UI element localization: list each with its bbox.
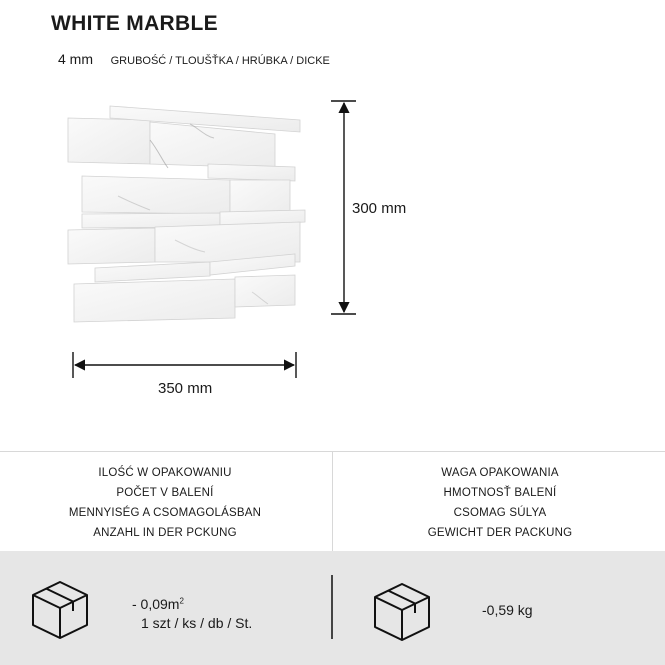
height-dimension-label: 300 mm: [352, 200, 407, 217]
thickness-value: 4 mm: [58, 51, 93, 67]
weight-header-line: CSOMAG SÚLYA: [453, 507, 547, 519]
quantity-header-line: MENNYISÉG A CSOMAGOLÁSBAN: [68, 507, 262, 519]
package-info-band: [0, 551, 665, 665]
product-title: WHITE MARBLE: [51, 12, 218, 35]
band-divider: [331, 575, 333, 639]
width-dimension-label: 350 mm: [158, 380, 213, 397]
piece-count: 1 szt / ks / db / St.: [141, 615, 253, 631]
weight-header-line: HMOTNOSŤ BALENÍ: [443, 487, 557, 499]
area-value: - 0,09m: [132, 596, 180, 612]
quantity-header-line: ILOŚĆ W OPAKOWANIU: [98, 467, 232, 479]
quantity-header-line: POČET V BALENÍ: [116, 487, 214, 499]
package-box-icon: [372, 581, 432, 643]
marble-panel: [68, 106, 305, 322]
area-unit-superscript: 2: [179, 596, 184, 606]
weight-header-line: GEWICHT DER PACKUNG: [427, 527, 573, 539]
column-divider: [332, 452, 333, 552]
quantity-values: [132, 595, 252, 633]
quantity-header-line: ANZAHL IN DER PCKUNG: [93, 527, 237, 539]
quantity-header: [0, 463, 330, 543]
thickness-label: GRUBOŚĆ / TLOUŠŤKA / HRÚBKA / DICKE: [110, 55, 330, 67]
package-box-icon: [30, 579, 90, 641]
weight-header: [335, 463, 665, 543]
weight-header-line: WAGA OPAKOWANIA: [441, 467, 559, 479]
weight-value: -0,59 kg: [482, 602, 533, 618]
